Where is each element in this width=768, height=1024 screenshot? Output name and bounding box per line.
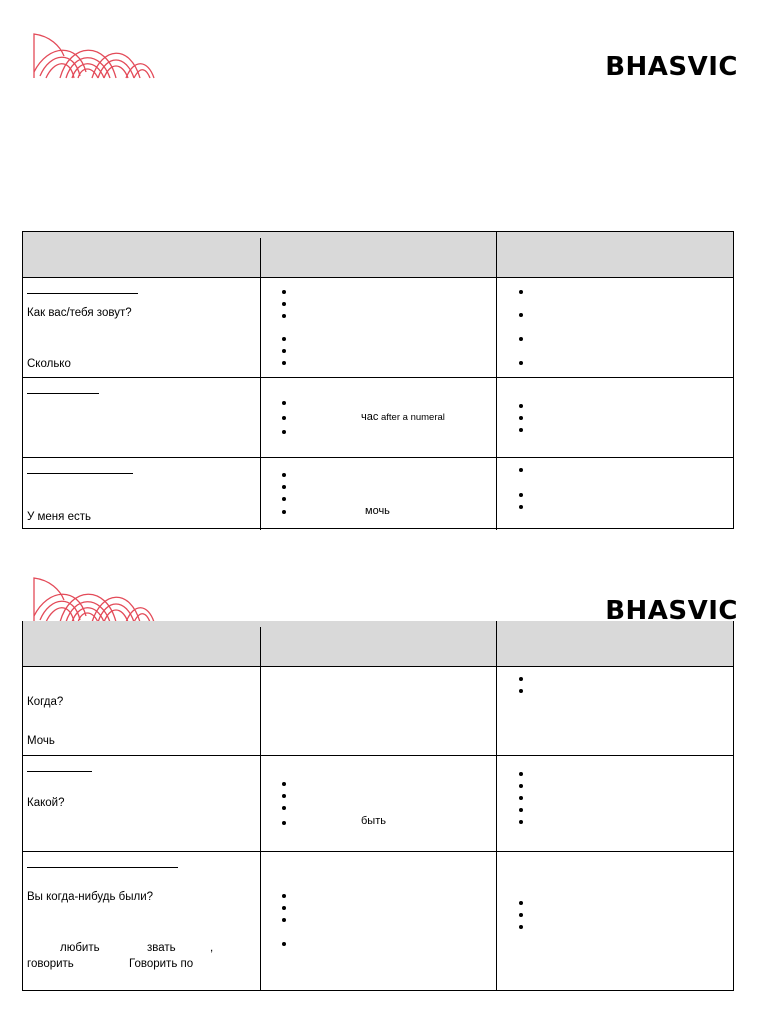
- bullet-icon: [519, 290, 523, 294]
- bullet-icon: [519, 313, 523, 317]
- bullet-icon: [282, 314, 286, 318]
- bullet-icon: [519, 772, 523, 776]
- bullet-icon: [282, 349, 286, 353]
- column-divider: [496, 667, 497, 755]
- bullet-icon: [282, 485, 286, 489]
- table-row: [23, 458, 733, 530]
- column-divider: [496, 458, 497, 530]
- column-divider: [260, 378, 261, 457]
- bullet-icon: [282, 806, 286, 810]
- bullet-icon: [519, 468, 523, 472]
- bullet-icon: [282, 473, 286, 477]
- bullet-icon: [519, 913, 523, 917]
- bullet-icon: [519, 925, 523, 929]
- grammar-note: мочь: [365, 505, 390, 517]
- bullet-icon: [282, 416, 286, 420]
- brand-title: BHASVIC: [605, 596, 738, 626]
- brand-title: BHASVIC: [605, 52, 738, 82]
- blank-underline: [27, 473, 133, 474]
- blank-underline: [27, 293, 138, 294]
- bullet-icon: [282, 497, 286, 501]
- column-divider: [260, 756, 261, 851]
- bullet-icon: [282, 401, 286, 405]
- bullet-icon: [519, 784, 523, 788]
- table-2: [22, 621, 734, 991]
- bullet-icon: [282, 821, 286, 825]
- column-divider: [260, 458, 261, 530]
- phrase-text: Как вас/тебя зовут?: [27, 307, 132, 319]
- bullet-icon: [282, 942, 286, 946]
- phrase-text: У меня есть: [27, 511, 91, 523]
- bullet-icon: [519, 493, 523, 497]
- column-divider: [260, 667, 261, 755]
- verb-text: любить: [60, 942, 100, 954]
- blank-underline: [27, 393, 99, 394]
- table-row: [23, 756, 733, 852]
- phrase-text: Какой?: [27, 797, 65, 809]
- verb-text: Говорить по: [129, 958, 194, 970]
- bullet-icon: [282, 430, 286, 434]
- logo-icon: [30, 32, 158, 80]
- table-row: [23, 667, 733, 756]
- bullet-icon: [282, 906, 286, 910]
- table-row: [23, 852, 733, 991]
- bullet-icon: [519, 808, 523, 812]
- bullet-icon: [519, 505, 523, 509]
- column-divider: [496, 278, 497, 377]
- bullet-icon: [282, 290, 286, 294]
- comma-text: ,: [210, 942, 214, 954]
- grammar-note: час after a numeral: [361, 411, 445, 423]
- bullet-icon: [519, 820, 523, 824]
- bullet-icon: [282, 302, 286, 306]
- bullet-icon: [519, 404, 523, 408]
- column-divider: [496, 378, 497, 457]
- phrase-text: Вы когда-нибудь были?: [27, 891, 154, 903]
- bullet-icon: [282, 337, 286, 341]
- table-header-row: [23, 621, 733, 667]
- bullet-icon: [519, 416, 523, 420]
- bullet-icon: [519, 901, 523, 905]
- column-divider: [496, 756, 497, 851]
- column-divider: [496, 621, 497, 666]
- phrase-text: Сколько: [27, 358, 71, 370]
- table-header-row: [23, 232, 733, 278]
- bullet-icon: [519, 428, 523, 432]
- bullet-icon: [519, 677, 523, 681]
- column-divider: [260, 278, 261, 377]
- blank-underline: [27, 771, 92, 772]
- column-divider: [496, 232, 497, 277]
- bullet-icon: [282, 510, 286, 514]
- bullet-icon: [519, 689, 523, 693]
- bullet-icon: [519, 796, 523, 800]
- bullet-icon: [519, 337, 523, 341]
- table-row: [23, 378, 733, 458]
- bullet-icon: [282, 894, 286, 898]
- bullet-icon: [519, 361, 523, 365]
- column-divider: [260, 238, 261, 277]
- blank-underline: [27, 867, 178, 868]
- grammar-note: быть: [361, 815, 386, 827]
- phrase-text: Когда?: [27, 696, 64, 708]
- bullet-icon: [282, 782, 286, 786]
- logo-icon: [30, 576, 158, 624]
- verb-text: звать: [147, 942, 176, 954]
- phrase-text: Мочь: [27, 735, 55, 747]
- column-divider: [260, 852, 261, 991]
- bullet-icon: [282, 361, 286, 365]
- column-divider: [496, 852, 497, 991]
- verb-text: говорить: [27, 958, 74, 970]
- table-1: [22, 231, 734, 529]
- bullet-icon: [282, 794, 286, 798]
- column-divider: [260, 627, 261, 666]
- bullet-icon: [282, 918, 286, 922]
- table-row: [23, 278, 733, 378]
